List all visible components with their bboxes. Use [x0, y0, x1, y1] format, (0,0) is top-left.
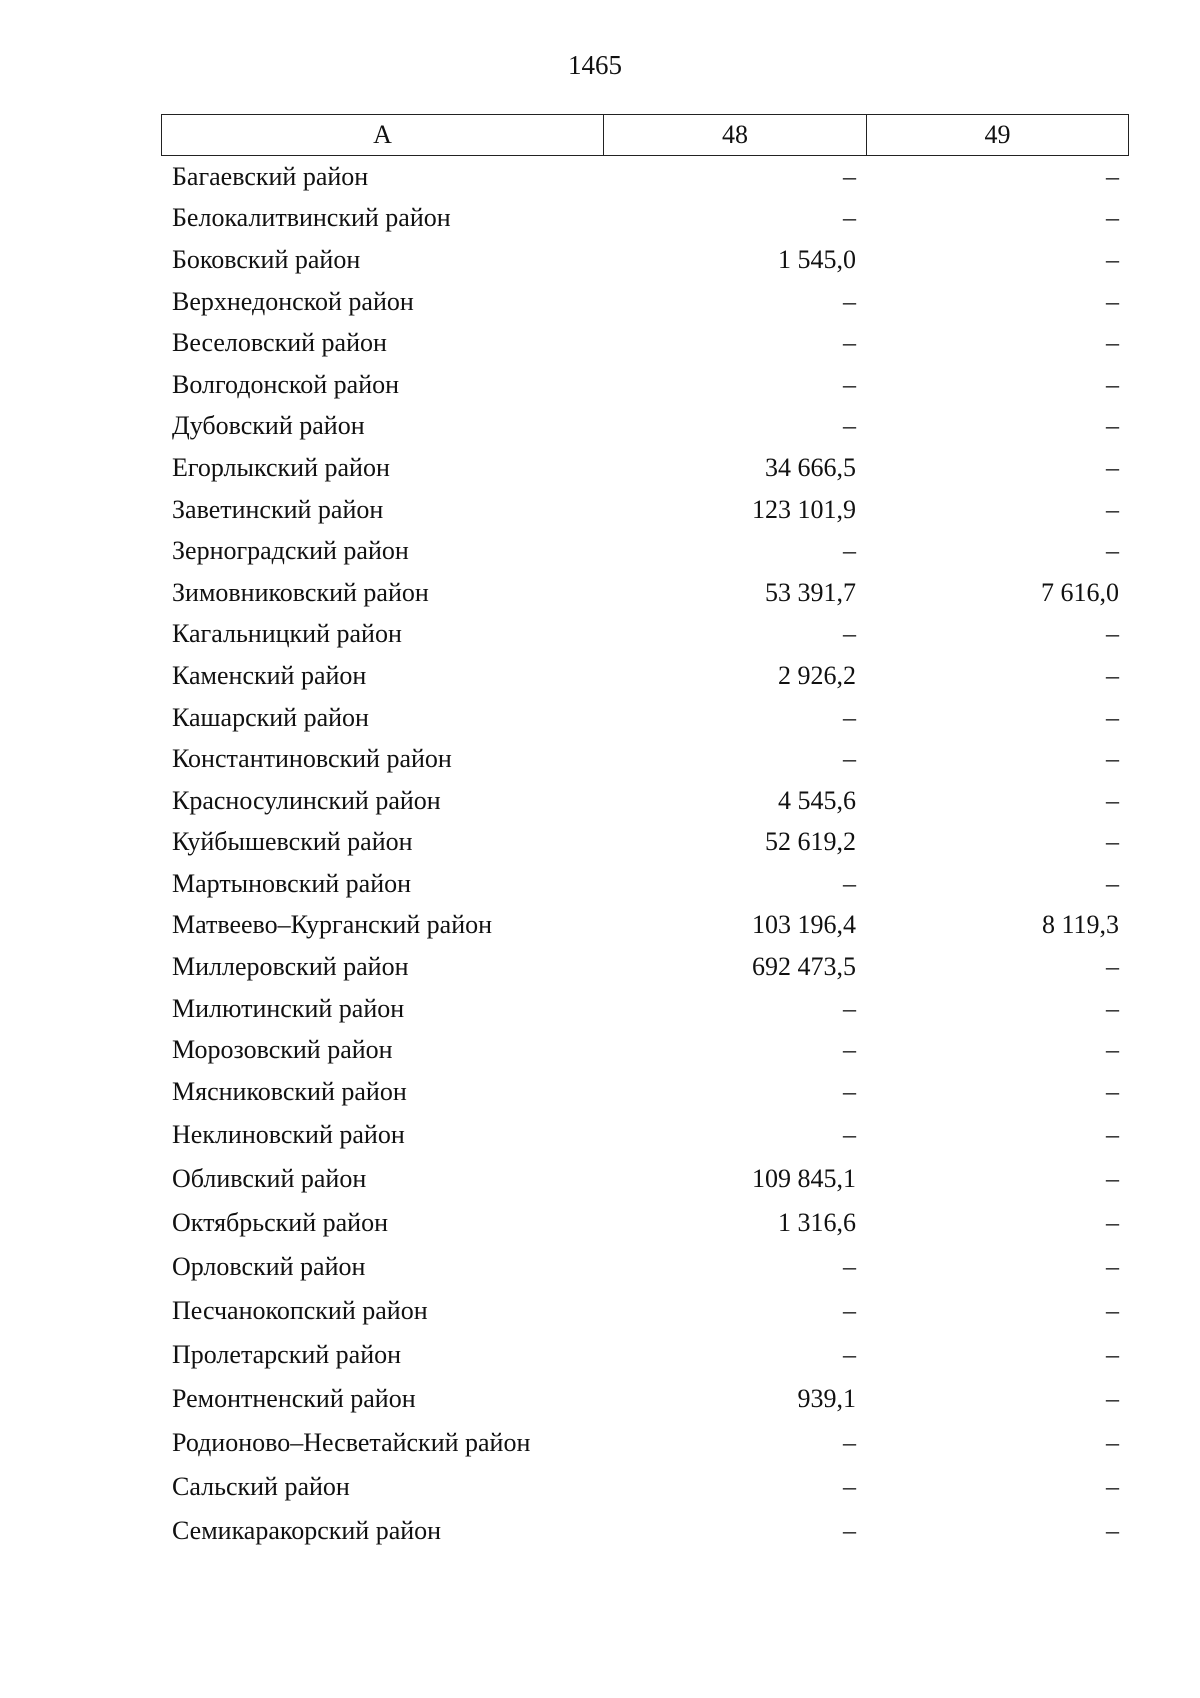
value-48-cell: 53 391,7	[765, 577, 856, 607]
value-49-cell: 7 616,0	[1041, 577, 1119, 607]
district-name-cell: Заветинский район	[172, 494, 384, 524]
table-row	[161, 1029, 1129, 1071]
table-row	[161, 1245, 1129, 1289]
district-name-cell: Зерноградский район	[172, 536, 409, 566]
value-49-cell: –	[1106, 1207, 1119, 1237]
district-name-cell: Каменский район	[172, 660, 367, 690]
table-row	[161, 988, 1129, 1030]
table-row	[161, 489, 1129, 531]
header-cell-49: 49	[984, 120, 1011, 149]
value-49-cell: –	[1106, 1076, 1119, 1106]
table-row	[161, 239, 1129, 281]
value-49-cell: –	[1106, 868, 1119, 898]
value-48-cell: –	[843, 1295, 856, 1325]
value-48-cell: –	[843, 744, 856, 774]
table-row	[161, 447, 1129, 489]
table-row	[161, 1289, 1129, 1333]
district-name-cell: Песчанокопский район	[172, 1295, 428, 1325]
district-name-cell: Мясниковский район	[172, 1076, 407, 1106]
table-row	[161, 530, 1129, 572]
value-48-cell: –	[843, 1035, 856, 1065]
table-row	[161, 1157, 1129, 1201]
district-name-cell: Белокалитвинский район	[172, 203, 451, 233]
district-name-cell: Зимовниковский район	[172, 577, 429, 607]
district-name-cell: Верхнедонской район	[172, 286, 414, 316]
value-49-cell: –	[1106, 1119, 1119, 1149]
table-row	[161, 822, 1129, 864]
district-name-cell: Куйбышевский район	[172, 827, 413, 857]
value-48-cell: –	[843, 993, 856, 1023]
value-49-cell: –	[1106, 369, 1119, 399]
value-49-cell: –	[1106, 452, 1119, 482]
value-49-cell: –	[1106, 1471, 1119, 1501]
value-48-cell: 123 101,9	[752, 494, 856, 524]
value-48-cell: 103 196,4	[752, 910, 856, 940]
data-table	[161, 114, 1129, 1553]
value-48-cell: 2 926,2	[778, 660, 856, 690]
table-row	[161, 406, 1129, 448]
value-48-cell: –	[843, 286, 856, 316]
value-49-cell: –	[1106, 203, 1119, 233]
value-48-cell: 939,1	[797, 1383, 856, 1413]
value-49-cell: –	[1106, 286, 1119, 316]
district-name-cell: Сальский район	[172, 1471, 350, 1501]
value-49-cell: –	[1106, 494, 1119, 524]
district-name-cell: Милютинский район	[172, 993, 405, 1023]
district-name-cell: Пролетарский район	[172, 1339, 402, 1369]
value-48-cell: 4 545,6	[778, 785, 856, 815]
district-name-cell: Мартыновский район	[172, 868, 412, 898]
district-name-cell: Матвеево–Курганский район	[172, 910, 493, 940]
table-row	[161, 322, 1129, 364]
value-49-cell: –	[1106, 1163, 1119, 1193]
district-name-cell: Миллеровский район	[172, 952, 409, 982]
table-row	[161, 738, 1129, 780]
value-49-cell: –	[1106, 1515, 1119, 1545]
value-49-cell: 8 119,3	[1041, 910, 1119, 940]
table-row	[161, 156, 1129, 198]
value-49-cell: –	[1106, 161, 1119, 191]
value-48-cell: –	[843, 1339, 856, 1369]
value-48-cell: –	[843, 161, 856, 191]
value-49-cell: –	[1106, 952, 1119, 982]
value-49-cell: –	[1106, 993, 1119, 1023]
value-49-cell: –	[1106, 827, 1119, 857]
value-49-cell: –	[1106, 702, 1119, 732]
district-name-cell: Кашарский район	[172, 702, 369, 732]
table-row	[161, 281, 1129, 323]
district-name-cell: Егорлыкский район	[172, 452, 390, 482]
value-49-cell: –	[1106, 785, 1119, 815]
table-row	[161, 1421, 1129, 1465]
value-48-cell: –	[843, 702, 856, 732]
value-48-cell: –	[843, 1251, 856, 1281]
value-48-cell: –	[843, 1471, 856, 1501]
value-48-cell: –	[843, 1515, 856, 1545]
table-row	[161, 1377, 1129, 1421]
district-name-cell: Волгодонской район	[172, 369, 400, 399]
table-row	[161, 1201, 1129, 1245]
value-48-cell: –	[843, 203, 856, 233]
table-body	[161, 156, 1129, 1553]
value-49-cell: –	[1106, 536, 1119, 566]
table-row	[161, 697, 1129, 739]
value-48-cell: 692 473,5	[752, 952, 856, 982]
value-48-cell: –	[843, 619, 856, 649]
table-row	[161, 1465, 1129, 1509]
value-49-cell: –	[1106, 1427, 1119, 1457]
value-49-cell: –	[1106, 1251, 1119, 1281]
district-name-cell: Красносулинский район	[172, 785, 441, 815]
value-48-cell: 34 666,5	[765, 452, 856, 482]
value-48-cell: 1 316,6	[778, 1207, 856, 1237]
value-49-cell: –	[1106, 328, 1119, 358]
value-48-cell: –	[843, 1119, 856, 1149]
value-49-cell: –	[1106, 619, 1119, 649]
value-48-cell: –	[843, 1076, 856, 1106]
table-row	[161, 1509, 1129, 1553]
table-row	[161, 863, 1129, 905]
table-row	[161, 614, 1129, 656]
district-name-cell: Дубовский район	[172, 411, 365, 441]
district-name-cell: Константиновский район	[172, 744, 452, 774]
page-number: 1465	[568, 50, 622, 80]
value-48-cell: –	[843, 868, 856, 898]
value-48-cell: –	[843, 369, 856, 399]
table-row	[161, 1333, 1129, 1377]
table-row	[161, 780, 1129, 822]
value-49-cell: –	[1106, 1383, 1119, 1413]
district-name-cell: Ремонтненский район	[172, 1383, 416, 1413]
value-49-cell: –	[1106, 660, 1119, 690]
district-name-cell: Боковский район	[172, 244, 361, 274]
table-row	[161, 946, 1129, 988]
value-49-cell: –	[1106, 244, 1119, 274]
district-name-cell: Обливский район	[172, 1163, 367, 1193]
table-header	[161, 114, 1129, 156]
value-48-cell: –	[843, 536, 856, 566]
table-row	[161, 572, 1129, 614]
value-49-cell: –	[1106, 1295, 1119, 1325]
district-name-cell: Багаевский район	[172, 161, 369, 191]
value-49-cell: –	[1106, 411, 1119, 441]
value-48-cell: –	[843, 328, 856, 358]
table-row	[161, 198, 1129, 240]
header-cell-a: А	[162, 115, 604, 155]
value-48-cell: 109 845,1	[752, 1163, 856, 1193]
table-row	[161, 655, 1129, 697]
table-row	[161, 1113, 1129, 1157]
header-cell-48: 48	[604, 115, 867, 155]
value-48-cell: –	[843, 411, 856, 441]
district-name-cell: Кагальницкий район	[172, 619, 402, 649]
value-48-cell: –	[843, 1427, 856, 1457]
district-name-cell: Веселовский район	[172, 328, 387, 358]
value-48-cell: 1 545,0	[778, 244, 856, 274]
table-row	[161, 1071, 1129, 1113]
value-49-cell: –	[1106, 1339, 1119, 1369]
table-row	[161, 905, 1129, 947]
table-row	[161, 364, 1129, 406]
district-name-cell: Неклиновский район	[172, 1119, 405, 1149]
district-name-cell: Октябрьский район	[172, 1207, 388, 1237]
district-name-cell: Орловский район	[172, 1251, 366, 1281]
value-48-cell: 52 619,2	[765, 827, 856, 857]
district-name-cell: Родионово–Несветайский район	[172, 1427, 531, 1457]
district-name-cell: Семикаракорский район	[172, 1515, 442, 1545]
district-name-cell: Морозовский район	[172, 1035, 393, 1065]
value-49-cell: –	[1106, 1035, 1119, 1065]
value-49-cell: –	[1106, 744, 1119, 774]
